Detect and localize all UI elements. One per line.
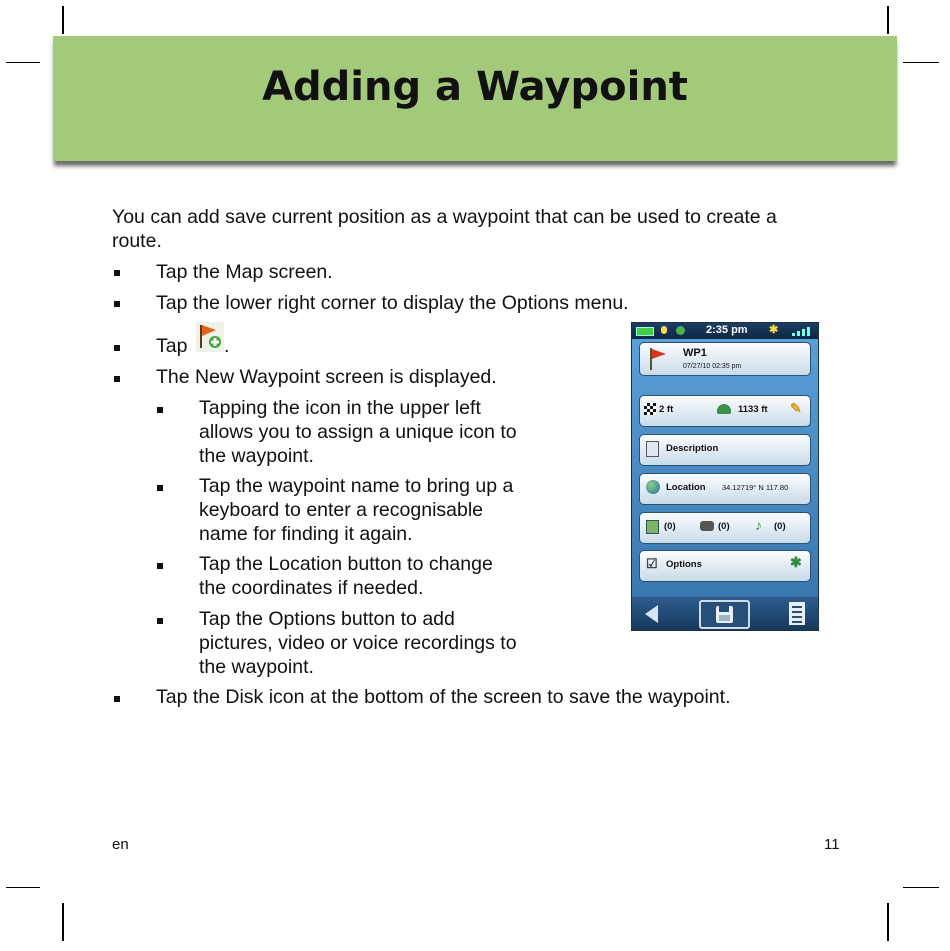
substep-d-line-2: pictures, video or voice recordings to (199, 632, 517, 654)
substep-c-line-2: the coordinates if needed. (199, 577, 424, 599)
sub-bullet (157, 618, 163, 624)
substep-d-line-1: Tap the Options button to add (199, 608, 455, 630)
crop-mark (887, 903, 889, 941)
microphone-icon: ♪ (755, 517, 762, 533)
bullet (114, 270, 120, 276)
checkered-flag-icon (644, 403, 656, 415)
mountain-icon (717, 404, 731, 414)
sub-bullet (157, 407, 163, 413)
substep-b-line-2: keyboard to enter a recognisable (199, 499, 484, 521)
bullet (114, 345, 120, 351)
waypoint-flag-icon (648, 347, 668, 371)
device-screenshot (631, 322, 819, 631)
distance-value: 2 ft (659, 404, 674, 415)
status-time: 2:35 pm (706, 324, 748, 336)
substep-a-line-3: the waypoint. (199, 445, 314, 467)
crop-mark (887, 6, 889, 34)
video-camera-icon (700, 521, 714, 531)
waypoint-name-button[interactable] (639, 342, 811, 376)
options-list-icon: ☑ (646, 556, 658, 571)
battery-icon (636, 327, 654, 336)
substep-a-line-1: Tapping the icon in the upper left (199, 397, 481, 419)
page-title: Adding a Waypoint (262, 64, 688, 110)
add-waypoint-flag-icon (196, 322, 224, 352)
step-5: Tap the Disk icon at the bottom of the screen to save the waypoint. (156, 686, 731, 708)
substep-c-line-1: Tap the Location button to change (199, 553, 493, 575)
step-4: The New Waypoint screen is displayed. (156, 366, 497, 388)
crop-mark (62, 6, 64, 34)
options-label: Options (666, 559, 702, 570)
status-bar (632, 323, 818, 339)
device-body (632, 339, 818, 597)
step-3-label: Tap (156, 335, 188, 357)
location-button[interactable] (639, 473, 811, 505)
options-button[interactable] (639, 550, 811, 582)
bullet (114, 301, 120, 307)
sub-bullet (157, 485, 163, 491)
elevation-value: 1133 ft (738, 404, 768, 415)
crop-mark (62, 903, 64, 941)
crop-mark (6, 62, 40, 63)
picture-icon (646, 520, 659, 534)
bullet (114, 696, 120, 702)
location-label: Location (666, 482, 706, 493)
description-label: Description (666, 443, 719, 454)
sub-bullet (157, 563, 163, 569)
step-1: Tap the Map screen. (156, 261, 333, 283)
substep-d-line-3: the waypoint. (199, 656, 314, 678)
voice-count: (0) (774, 521, 786, 532)
crop-mark (6, 887, 40, 888)
video-count: (0) (718, 521, 730, 532)
distance-elevation-button[interactable] (639, 395, 811, 427)
signal-icon (792, 325, 814, 336)
location-value: 34.12719° N 117.80 (722, 483, 789, 492)
menu-list-icon[interactable] (787, 601, 807, 626)
back-arrow-icon[interactable] (642, 603, 662, 625)
save-disk-button[interactable] (699, 600, 750, 629)
step-2: Tap the lower right corner to display the Options menu. (156, 292, 629, 314)
notepad-icon (646, 441, 659, 457)
bullet (114, 376, 120, 382)
page-number: 11 (824, 836, 840, 853)
substep-b-line-1: Tap the waypoint name to bring up a (199, 475, 514, 497)
bulb-icon (661, 326, 667, 334)
footer-language: en (112, 836, 129, 853)
gps-icon (676, 326, 685, 335)
crop-mark (903, 62, 939, 63)
media-button[interactable] (639, 512, 811, 544)
waypoint-name: WP1 (683, 347, 707, 359)
crop-mark (903, 887, 939, 888)
step-3-suffix: . (224, 335, 230, 357)
pictures-count: (0) (664, 521, 676, 532)
disk-icon (716, 606, 733, 623)
walker-icon: ✱ (769, 324, 779, 336)
substep-a-line-2: allows you to assign a unique icon to (199, 421, 517, 443)
pencil-icon: ✎ (790, 400, 802, 416)
globe-icon (646, 480, 660, 494)
description-button[interactable] (639, 434, 811, 466)
intro-line-1: You can add save current position as a waypoint that can be used to create a (112, 206, 777, 228)
substep-b-line-3: name for finding it again. (199, 523, 413, 545)
waypoint-date: 07/27/10 02:35 pm (683, 363, 742, 370)
device-toolbar (632, 597, 818, 630)
intro-line-2: route. (112, 230, 162, 252)
walker-icon: ✱ (790, 554, 802, 570)
